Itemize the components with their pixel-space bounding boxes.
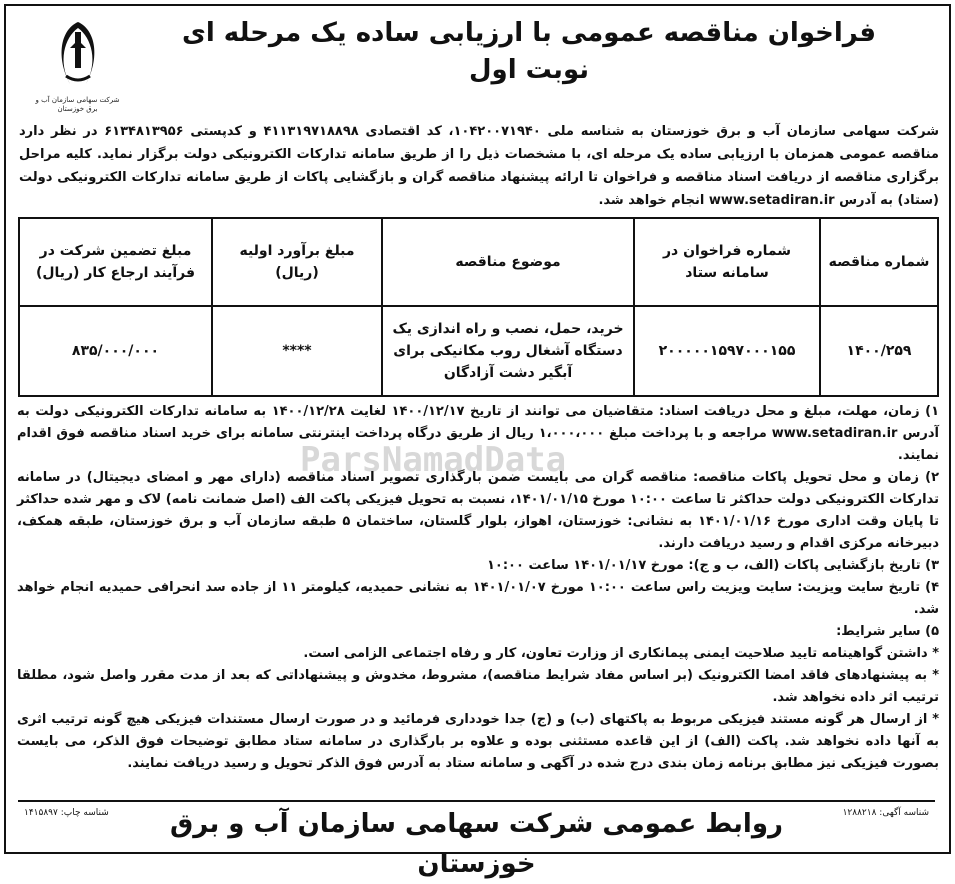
cell-guarantee: ۸۳۵/۰۰۰/۰۰۰ <box>19 306 212 396</box>
company-logo <box>30 18 125 113</box>
condition-item: ۴) تاریخ سایت ویزیت: سایت ویزیت راس ساعت ۱۰:۰۰ مورخ ۱۴۰۱/۰۱/۰۷ به نشانی حمیدیه، کیلومتر ۱۱ از جاده سد انحرافی حمیدیه انجام خواهد شد. <box>17 580 940 617</box>
logo-caption: شرکت سهامی سازمان آب و برق خوزستان <box>35 96 120 113</box>
condition-item: * به پیشنهادهای فاقد امضا الکترونیک (بر اساس مفاد شرایط مناقصه)، مشروط، مخدوش و پیشنهاداتی که بعد از مدت مقرر واصل شود، مطلقا ترتیب اثر داده نخواهد شد. <box>17 668 939 705</box>
footer-title: روابط عمومی شرکت سهامی سازمان آب و برق خوزستان <box>170 809 783 879</box>
condition-item: ۵) سایر شرایط: <box>836 624 939 639</box>
header-estimate: مبلغ برآورد اولیه (ریال) <box>212 218 382 306</box>
condition-item: ۲) زمان و محل تحویل پاکات مناقصه: مناقصه گران می بایست ضمن بارگذاری تصویر اسناد مناقصه (دارای مهر و امضای دیجیتال) در سامانه تدارکات الکترونیکی دولت حداکثر تا ساعت ۱۰:۰۰ مورخ ۱۴۰۱/۰۱/۱۵، نسبت به تحویل فیزیکی پاکت الف (اصل ضمانت نامه) لاک و مهر شده حداکثر تا پایان وقت اداری مورخ ۱۴۰۱/۰۱/۱۶ به نشانی: خوزستان، اهواز، بلوار گلستان، ساختمان ۵ طبقه سازمان آب و برق خوزستان، طبقه همکف، دبیرخانه مرکزی اقدام و رسید دریافت دارند. <box>17 470 939 551</box>
cell-tender-number: ۱۴۰۰/۲۵۹ <box>820 306 938 396</box>
header-subject: موضوع مناقصه <box>382 218 634 306</box>
condition-item: * داشتن گواهینامه تایید صلاحیت ایمنی پیمانکاری از وزارت تعاون، کار و رفاه اجتماعی الزامی است. <box>303 646 939 661</box>
notice-footer <box>18 800 935 879</box>
cell-subject: خرید، حمل، نصب و راه اندازی یک دستگاه آشغال روب مکانیکی برای آبگیر دشت آزادگان <box>382 306 634 396</box>
condition-item: ۳) تاریخ بازگشایی پاکات (الف، ب و ج): مورخ ۱۴۰۱/۰۱/۱۷ ساعت ۱۰:۰۰ <box>486 558 939 573</box>
notice-header <box>119 14 939 88</box>
header-guarantee: مبلغ تضمین شرکت در فرآیند ارجاع کار (ریال) <box>19 218 212 306</box>
header-call-number: شماره فراخوان در سامانه ستاد <box>634 218 820 306</box>
cell-estimate: **** <box>212 306 382 396</box>
tender-table <box>18 217 939 397</box>
condition-item: * از ارسال هر گونه مستند فیزیکی مربوط به پاکتهای (ب) و (ج) جدا خودداری فرمائید و در صورت ارسال مستندات فیزیکی هیچ گونه ترتیب اثری به آنها داده نخواهد شد. پاکت (الف) از این قاعده مستثنی بوده و علاوه بر بارگذاری در سامانه ستاد مطابق توضیحات فوق الذکر، می بایست بصورت فیزیکی نیز مطابق برنامه زمان بندی درج شده در آگهی و سامانه ستاد به آدرس فوق الذکر تحویل و رسید دریافت نمایند. <box>17 712 939 771</box>
table-header-row <box>19 218 938 306</box>
intro-paragraph: شرکت سهامی سازمان آب و برق خوزستان به شناسه ملی ۱۰۴۲۰۰۷۱۹۴۰، کد اقتصادی ۴۱۱۳۱۹۷۱۸۸۹۸ و کدپستی ۶۱۳۴۸۱۳۹۵۶ در نظر دارد مناقصه عمومی همزمان با ارزیابی ساده یک مرحله ای، با مشخصات ذیل را از طریق سامانه تدارکات الکترونیکی دولت برگزار نماید. کلیه مراحل برگزاری مناقصه از دریافت اسناد مناقصه و فراخوان تا ارائه پیشنهاد مناقصه گران و بازگشایی پاکات از طریق سامانه تدارکات الکترونیکی دولت (ستاد) به آدرس www.setadiran.ir انجام خواهد شد. <box>19 124 939 208</box>
condition-item: ۱) زمان، مهلت، مبلغ و محل دریافت اسناد: متقاضیان می توانند از تاریخ ۱۴۰۰/۱۲/۱۷ لغایت ۱۴۰۰/۱۲/۲۸ به سامانه تدارکات الکترونیکی دولت به آدرس www.setadiran.ir مراجعه و با پرداخت مبلغ ۱،۰۰۰،۰۰۰ ریال از طریق درگاه پرداخت اینترنتی سامانه برای خرید اسناد مناقصه فوق اقدام نمایند. <box>17 404 939 463</box>
ad-id: شناسه آگهی: ۱۲۸۸۲۱۸ <box>842 808 929 818</box>
table-row <box>19 306 938 396</box>
header-tender-number: شماره مناقصه <box>820 218 938 306</box>
conditions-section <box>17 401 939 775</box>
notice-subtitle: نوبت اول <box>468 55 590 85</box>
notice-title: فراخوان مناقصه عمومی با ارزیابی ساده یک مرحله ای <box>182 18 876 48</box>
watermark: ParsNamadData <box>300 440 567 480</box>
print-id: شناسه چاپ: ۱۴۱۵۸۹۷ <box>24 808 109 818</box>
cell-call-number: ۲۰۰۰۰۰۱۵۹۷۰۰۰۱۵۵ <box>634 306 820 396</box>
logo-emblem-icon <box>48 18 108 90</box>
